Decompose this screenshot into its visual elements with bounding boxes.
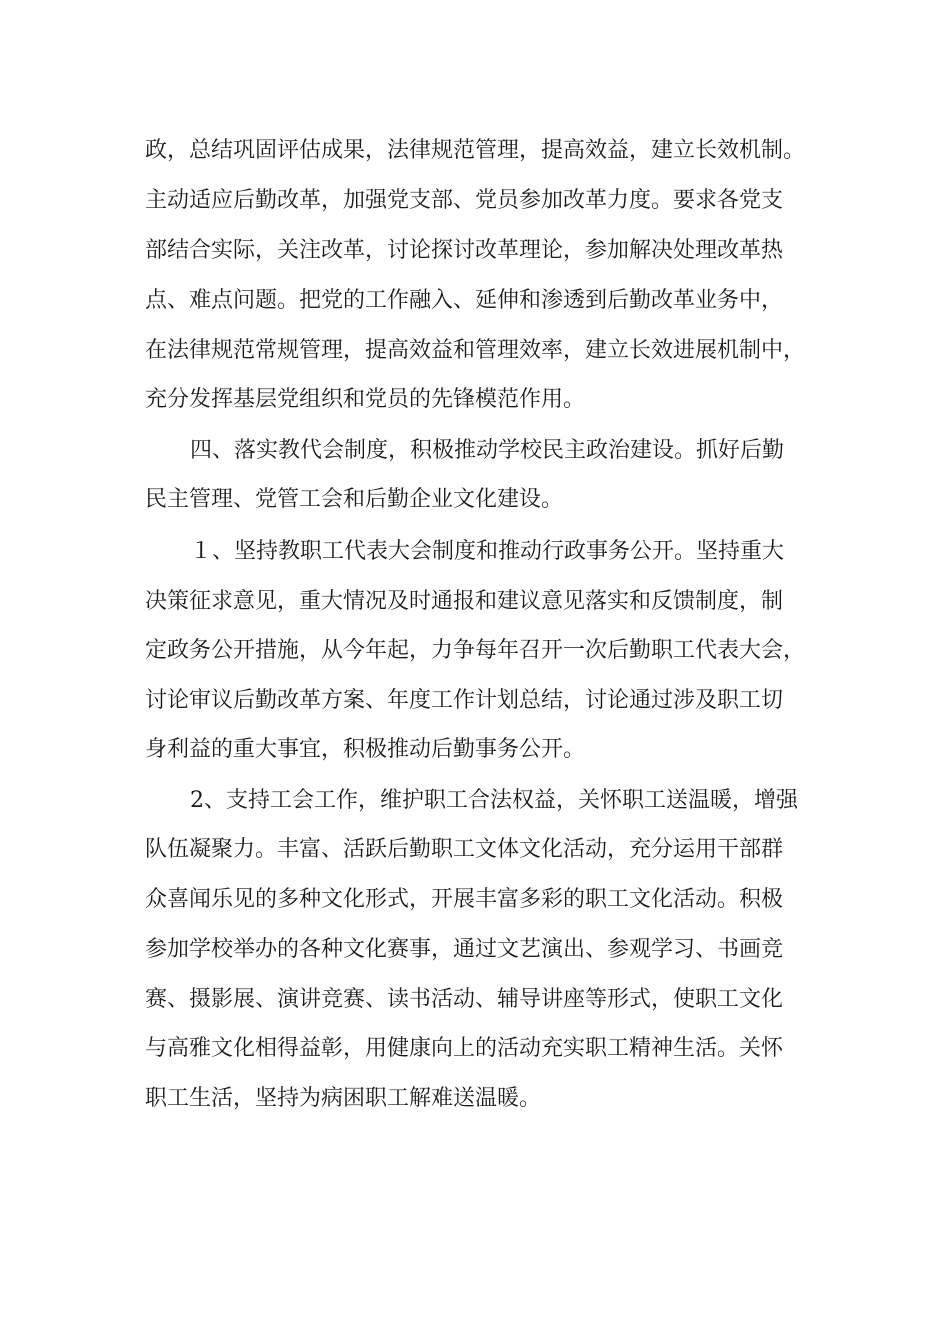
text-line: 身利益的重大事宜，积极推动后勤事务公开。 [145,737,586,762]
text-line: 参加学校举办的各种文化赛事，通过文艺演出、参观学习、书画竞 [145,937,784,962]
text-line: 民主管理、党管工会和后勤企业文化建设。 [145,487,564,512]
text-line: 定政务公开措施，从今年起，力争每年召开一次后勤职工代表大会， [145,638,806,663]
text-line: 政，总结巩固评估成果，法律规范管理，提高效益，建立长效机制。 [145,138,806,163]
text-line: 点、难点问题。把党的工作融入、延伸和渗透到后勤改革业务中， [145,288,784,313]
text-line: 充分发挥基层党组织和党员的先锋模范作用。 [145,387,586,412]
text-line: 部结合实际，关注改革，讨论探讨改革理论，参加解决处理改革热 [145,238,784,263]
text-line: 队伍凝聚力。丰富、活跃后勤职工文体文化活动，充分运用干部群 [145,837,784,862]
text-line: 职工生活，坚持为病困职工解难送温暖。 [145,1086,542,1111]
paragraph-heading: 四、落实教代会制度，积极推动学校民主政治建设。抓好后勤 [190,438,785,463]
text-line: 讨论审议后勤改革方案、年度工作计划总结，讨论通过涉及职工切 [145,688,784,713]
text-line: 在法律规范常规管理，提高效益和管理效率，建立长效进展机制中， [145,338,806,363]
paragraph-start: 2、支持工会工作，维护职工合法权益，关怀职工送温暖，增强 [190,788,798,813]
text-line: 众喜闻乐见的多种文化形式，开展丰富多彩的职工文化活动。积极 [145,887,784,912]
text-line: 主动适应后勤改革，加强党支部、党员参加改革力度。要求各党支 [145,188,784,213]
text-line: 赛、摄影展、演讲竞赛、读书活动、辅导讲座等形式，使职工文化 [145,987,784,1012]
text-line: 决策征求意见，重大情况及时通报和建议意见落实和反馈制度，制 [145,589,784,614]
text-line: 与高雅文化相得益彰，用健康向上的活动充实职工精神生活。关怀 [145,1036,784,1061]
paragraph-start: １、坚持教职工代表大会制度和推动行政事务公开。坚持重大 [190,539,785,564]
